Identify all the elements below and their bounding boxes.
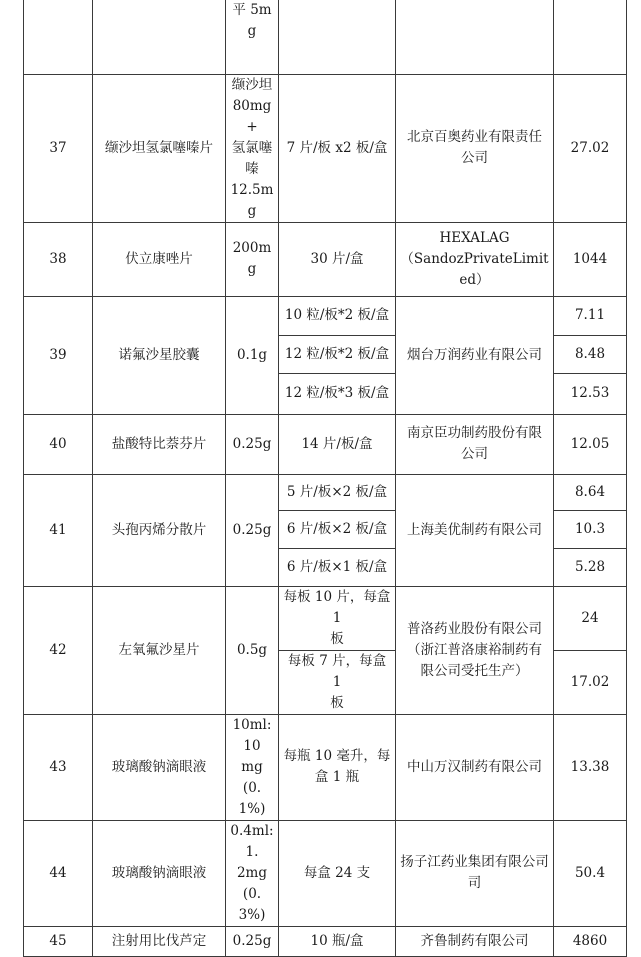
row-number: 39 bbox=[24, 296, 93, 414]
package-spec: 5 片/板×2 板/盒 bbox=[279, 474, 396, 510]
price: 50.4 bbox=[554, 820, 627, 926]
table-row bbox=[24, 74, 627, 222]
row-number bbox=[24, 0, 93, 74]
price: 8.48 bbox=[554, 335, 627, 373]
drug-spec: 平 5mg bbox=[226, 0, 279, 74]
drug-name: 缬沙坦氢氯噻嗪片 bbox=[93, 74, 226, 222]
row-number: 41 bbox=[24, 474, 93, 586]
package-spec: 10 粒/板*2 板/盒 bbox=[279, 296, 396, 335]
table-row bbox=[24, 296, 627, 335]
package-spec: 7 片/板 x2 板/盒 bbox=[279, 74, 396, 222]
price: 17.02 bbox=[554, 650, 627, 714]
manufacturer bbox=[396, 0, 554, 74]
row-number: 37 bbox=[24, 74, 93, 222]
row-number: 40 bbox=[24, 414, 93, 474]
package-spec: 10 瓶/盒 bbox=[279, 926, 396, 956]
package-spec bbox=[279, 0, 396, 74]
table-row bbox=[24, 586, 627, 650]
drug-name: 头孢丙烯分散片 bbox=[93, 474, 226, 586]
price: 24 bbox=[554, 586, 627, 650]
drug-spec: 200mg bbox=[226, 222, 279, 296]
manufacturer: 上海美优制药有限公司 bbox=[396, 474, 554, 586]
package-spec: 每瓶 10 毫升，每 盒 1 瓶 bbox=[279, 714, 396, 820]
manufacturer: 中山万汉制药有限公司 bbox=[396, 714, 554, 820]
price: 10.3 bbox=[554, 510, 627, 548]
manufacturer: HEXALAG （SandozPrivateLimited） bbox=[396, 222, 554, 296]
price: 12.53 bbox=[554, 373, 627, 414]
drug-name: 伏立康唑片 bbox=[93, 222, 226, 296]
row-number: 44 bbox=[24, 820, 93, 926]
price: 5.28 bbox=[554, 548, 627, 586]
manufacturer: 北京百奥药业有限责任 公司 bbox=[396, 74, 554, 222]
price: 8.64 bbox=[554, 474, 627, 510]
table-row bbox=[24, 222, 627, 296]
drug-spec: 缬沙坦 80mg+ 氢氯噻 嗪 12.5mg bbox=[226, 74, 279, 222]
manufacturer: 南京臣功制药股份有限 公司 bbox=[396, 414, 554, 474]
drug-name: 玻璃酸钠滴眼液 bbox=[93, 714, 226, 820]
package-spec: 6 片/板×1 板/盒 bbox=[279, 548, 396, 586]
drug-name: 诺氟沙星胶囊 bbox=[93, 296, 226, 414]
row-number: 43 bbox=[24, 714, 93, 820]
manufacturer: 烟台万润药业有限公司 bbox=[396, 296, 554, 414]
package-spec: 6 片/板×2 板/盒 bbox=[279, 510, 396, 548]
price: 12.05 bbox=[554, 414, 627, 474]
price: 13.38 bbox=[554, 714, 627, 820]
price bbox=[554, 0, 627, 74]
package-spec: 14 片/板/盒 bbox=[279, 414, 396, 474]
drug-spec: 0.25g bbox=[226, 474, 279, 586]
drug-price-table bbox=[23, 0, 627, 957]
manufacturer: 扬子江药业集团有限公司 司 bbox=[396, 820, 554, 926]
package-spec: 每盒 24 支 bbox=[279, 820, 396, 926]
drug-spec: 0.5g bbox=[226, 586, 279, 714]
row-number: 38 bbox=[24, 222, 93, 296]
package-spec: 12 粒/板*2 板/盒 bbox=[279, 335, 396, 373]
price: 27.02 bbox=[554, 74, 627, 222]
drug-spec: 0.1g bbox=[226, 296, 279, 414]
drug-spec: 0.25g bbox=[226, 414, 279, 474]
manufacturer: 普洛药业股份有限公司 （浙江普洛康裕制药有 限公司受托生产） bbox=[396, 586, 554, 714]
drug-name bbox=[93, 0, 226, 74]
table-row bbox=[24, 926, 627, 956]
table-row bbox=[24, 714, 627, 820]
table-row bbox=[24, 414, 627, 474]
drug-name: 左氧氟沙星片 bbox=[93, 586, 226, 714]
table-row bbox=[24, 820, 627, 926]
row-number: 42 bbox=[24, 586, 93, 714]
drug-spec: 10ml:10 mg (0.1%) bbox=[226, 714, 279, 820]
row-number: 45 bbox=[24, 926, 93, 956]
price: 1044 bbox=[554, 222, 627, 296]
package-spec: 每板 7 片，每盒 1 板 bbox=[279, 650, 396, 714]
package-spec: 30 片/盒 bbox=[279, 222, 396, 296]
table-row bbox=[24, 0, 627, 74]
drug-name: 玻璃酸钠滴眼液 bbox=[93, 820, 226, 926]
manufacturer: 齐鲁制药有限公司 bbox=[396, 926, 554, 956]
price: 7.11 bbox=[554, 296, 627, 335]
drug-spec: 0.4ml:1. 2mg (0.3%) bbox=[226, 820, 279, 926]
package-spec: 每板 10 片，每盒 1 板 bbox=[279, 586, 396, 650]
drug-spec: 0.25g bbox=[226, 926, 279, 956]
package-spec: 12 粒/板*3 板/盒 bbox=[279, 373, 396, 414]
price: 4860 bbox=[554, 926, 627, 956]
table-row bbox=[24, 474, 627, 510]
drug-name: 注射用比伐芦定 bbox=[93, 926, 226, 956]
drug-name: 盐酸特比萘芬片 bbox=[93, 414, 226, 474]
